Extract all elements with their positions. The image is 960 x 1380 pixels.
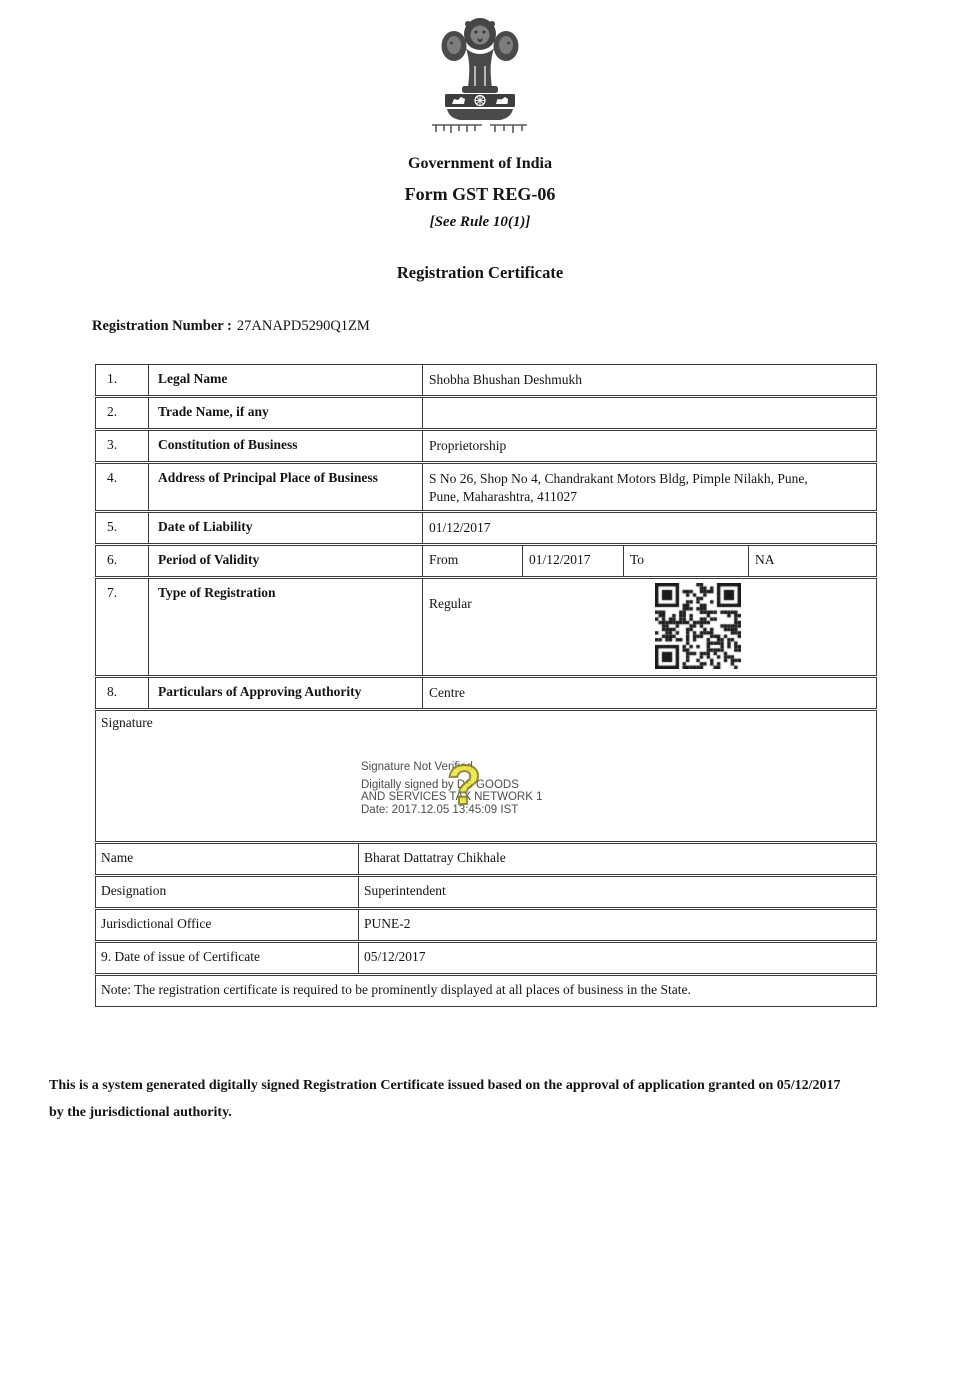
note-text: Note: The registration certificate is required to be prominently displayed at all places of business in the State. (101, 982, 691, 997)
registration-number-line (92, 318, 370, 335)
qr-code-icon (655, 583, 741, 669)
table-row-legal-name (95, 364, 877, 396)
footer-statement (49, 1072, 929, 1126)
table-row-note (95, 975, 877, 1007)
registration-number-label: Registration Number : (92, 318, 232, 334)
table-row-period-of-validity (95, 545, 877, 577)
validity-from-label: From (422, 546, 522, 576)
table-row-trade-name (95, 397, 877, 429)
row-label: Constitution of Business (148, 431, 422, 461)
row-value: S No 26, Shop No 4, Chandrakant Motors Bldg, Pimple Nilakh, Pune, Pune, Maharashtra, 411027 (422, 464, 876, 510)
digital-signature-stamp (361, 753, 591, 816)
certificate-title: Registration Certificate (396, 263, 564, 282)
rule-reference: [See Rule 10(1)] (429, 214, 531, 230)
row-number: 6. (107, 552, 118, 567)
row-value: Centre (422, 678, 876, 708)
validity-from-value: 01/12/2017 (522, 546, 623, 576)
row-value (422, 398, 876, 428)
validity-to-value: NA (748, 546, 876, 576)
validity-to-label: To (623, 546, 748, 576)
row-label: 9. Date of issue of Certificate (101, 949, 260, 964)
registration-table (95, 364, 877, 1007)
footer-line-1: This is a system generated digitally signed Registration Certificate issued based on the approval of application granted on 05/12/2017 (49, 1078, 841, 1093)
india-emblem (421, 8, 539, 136)
row-value: PUNE-2 (358, 910, 876, 940)
row-label: Period of Validity (148, 546, 422, 576)
question-mark-icon: ? (447, 753, 482, 816)
signature-section (95, 710, 877, 842)
signer-name-text: AND SERVICES TAX NETWORK 1 (361, 791, 543, 804)
table-row-officer-name (95, 843, 877, 875)
row-label: Name (101, 850, 134, 865)
registration-number-value: 27ANAPD5290Q1ZM (236, 318, 370, 334)
row-label: Address of Principal Place of Business (148, 464, 422, 510)
row-value: Proprietorship (422, 431, 876, 461)
row-value: Regular (429, 596, 472, 611)
row-value: 01/12/2017 (422, 513, 876, 543)
table-row-constitution (95, 430, 877, 462)
row-number: 7. (107, 585, 118, 600)
signature-date-text: Date: 2017.12.05 13:45:09 IST (361, 803, 519, 816)
row-label: Particulars of Approving Authority (148, 678, 422, 708)
table-row-approving-authority (95, 677, 877, 709)
row-number: 1. (107, 371, 118, 386)
row-number: 8. (107, 684, 118, 699)
signature-not-verified-text: Signature Not Verified (361, 761, 473, 773)
digitally-signed-by-text: Digitally signed by DS GOODS (361, 779, 519, 791)
row-value: Superintendent (358, 877, 876, 907)
row-label: Jurisdictional Office (101, 916, 212, 931)
row-label: Type of Registration (148, 579, 422, 675)
motto-glyph-strokes (432, 125, 527, 133)
row-number: 5. (107, 519, 118, 534)
table-row-address (95, 463, 877, 511)
form-gst-reg06-heading: Form GST REG-06 (404, 184, 556, 204)
table-row-date-of-issue (95, 942, 877, 974)
row-value: 05/12/2017 (358, 943, 876, 973)
signature-label: Signature (101, 715, 153, 730)
table-row-jurisdictional-office (95, 909, 877, 941)
row-label: Trade Name, if any (148, 398, 422, 428)
table-row-date-of-liability (95, 512, 877, 544)
row-number: 4. (107, 470, 118, 485)
row-label: Designation (101, 883, 167, 898)
emblem-motto-text (536, 8, 537, 9)
row-label: Date of Liability (148, 513, 422, 543)
row-number: 2. (107, 404, 118, 419)
footer-line-2: by the jurisdictional authority. (49, 1105, 232, 1120)
row-value: Shobha Bhushan Deshmukh (422, 365, 876, 395)
row-number: 3. (107, 437, 118, 452)
table-row-designation (95, 876, 877, 908)
government-of-india-heading: Government of India (408, 155, 552, 172)
row-label: Legal Name (148, 365, 422, 395)
table-row-type-of-registration (95, 578, 877, 676)
lion-capital-icon (424, 8, 536, 134)
row-value: Bharat Dattatray Chikhale (358, 844, 876, 874)
